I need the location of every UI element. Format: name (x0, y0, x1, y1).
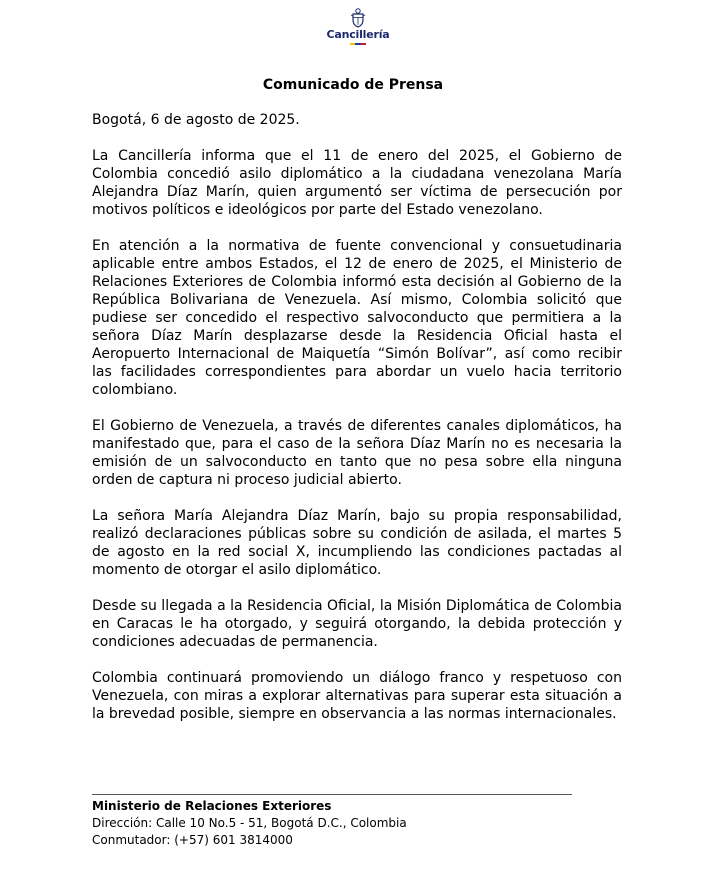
date-line: Bogotá, 6 de agosto de 2025. (92, 112, 300, 128)
paragraph-6: Colombia continuará promoviendo un diálogo franco y respetuoso con Venezuela, con miras a explorar alternativas para superar esta situación a la brevedad posible, siempre en observancia a las normas internacionales. (92, 670, 622, 722)
coat-of-arms-icon (350, 8, 366, 28)
logo-text: Cancillería (326, 28, 390, 41)
footer-organization: Ministerio de Relaciones Exteriores (92, 799, 332, 813)
paragraph-1: La Cancillería informa que el 11 de enero del 2025, el Gobierno de Colombia concedió asilo diplomático a la ciudadana venezolana María Alejandra Díaz Marín, quien argumentó ser víctima de persecución por motivos políticos e ideológicos por parte del Estado venezolano. (92, 148, 622, 218)
paragraph-2: En atención a la normativa de fuente convencional y consuetudinaria aplicable entre ambos Estados, el 12 de enero de 2025, el Ministerio de Relaciones Exteriores de Colombia informó esta decisión al Gobierno de la República Bolivariana de Venezuela. Así mismo, Colombia solicitó que pudiese ser concedido el respectivo salvoconducto que permitiera a la señora Díaz Marín desplazarse desde la Residencia Oficial hasta el Aeropuerto Internacional de Maiquetía “Simón Bolívar”, así como recibir las facilidades correspondientes para abordar un vuelo hacia territorio colombiano. (92, 238, 622, 398)
paragraph-5: Desde su llegada a la Residencia Oficial, la Misión Diplomática de Colombia en Caracas le ha otorgado, y seguirá otorgando, la debida protección y condiciones adecuadas de permanencia. (92, 598, 622, 650)
paragraph-3: El Gobierno de Venezuela, a través de diferentes canales diplomáticos, ha manifestado que, para el caso de la señora Díaz Marín no es necesaria la emisión de un salvoconducto en tanto que no pesa sobre ella ninguna orden de captura ni proceso judicial abierto. (92, 418, 622, 488)
flag-red-band (361, 43, 366, 45)
footer-divider (92, 794, 572, 795)
footer-address: Dirección: Calle 10 No.5 - 51, Bogotá D.C., Colombia (92, 816, 407, 830)
flag-stripe (350, 43, 366, 45)
footer (92, 798, 407, 849)
document-title: Comunicado de Prensa (262, 77, 444, 93)
footer-phone: Conmutador: (+57) 601 3814000 (92, 833, 293, 847)
document-body (92, 111, 622, 741)
paragraph-4: La señora María Alejandra Díaz Marín, bajo su propia responsabilidad, realizó declaraciones públicas sobre su condición de asilada, el martes 5 de agosto en la red social X, incumpliendo las condiciones pactadas al momento de otorgar el asilo diplomático. (92, 508, 622, 578)
cancilleria-logo (323, 8, 393, 54)
